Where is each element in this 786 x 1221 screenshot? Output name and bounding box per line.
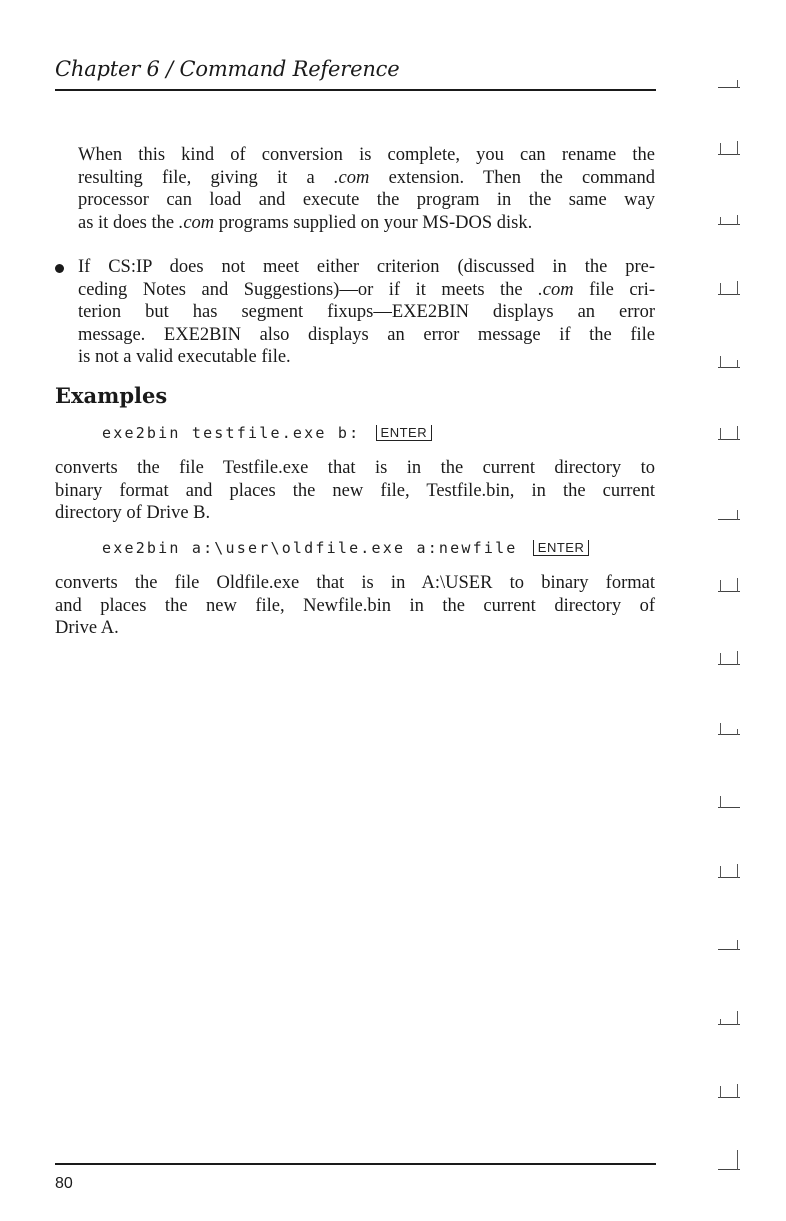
example1-line: binary format and places the new file, Testfile.bin, in the current: [55, 480, 655, 501]
bullet-line: If CS:IP does not meet either criterion (discussed in the pre-: [78, 257, 655, 277]
example2-line: converts the file Oldfile.exe that is in A:\USER to binary format: [55, 573, 655, 593]
page-number: 80: [55, 1175, 73, 1192]
binding-mark: [718, 645, 740, 665]
example1-description: [55, 457, 655, 525]
example2-command-line: [102, 539, 589, 557]
chapter-header: Chapter 6 / Command Reference: [55, 57, 400, 81]
example1-line: converts the file Testfile.exe that is in the current directory to: [55, 458, 655, 478]
bullet-line: is not a valid executable file.: [78, 347, 291, 367]
binding-mark: [718, 500, 740, 520]
example2-line: and places the new file, Newfile.bin in the current directory of: [55, 595, 655, 616]
footer-rule: [55, 1163, 656, 1165]
example2-line: Drive A.: [55, 618, 119, 638]
binding-mark: [718, 420, 740, 440]
example2-description: [55, 572, 655, 640]
example2-command: exe2bin a:\user\oldfile.exe a:newfile: [102, 539, 518, 557]
bullet-paragraph: [78, 256, 655, 369]
binding-mark: [718, 572, 740, 592]
bullet-line: ceding Notes and Suggestions)—or if it meets the .com file cri-: [78, 279, 655, 300]
binding-mark: [718, 1005, 740, 1025]
example1-command-line: [102, 424, 432, 442]
intro-line: as it does the .com programs supplied on your MS-DOS disk.: [78, 212, 533, 233]
binding-mark: [718, 930, 740, 950]
intro-line: When this kind of conversion is complete, you can rename the: [78, 145, 655, 165]
examples-heading: Examples: [55, 383, 168, 408]
example1-command: exe2bin testfile.exe b:: [102, 424, 361, 442]
bullet-line: message. EXE2BIN also displays an error message if the file: [78, 324, 655, 345]
binding-mark: [718, 275, 740, 295]
binding-mark: [718, 715, 740, 735]
binding-mark: [718, 1078, 740, 1098]
binding-mark: [718, 68, 740, 88]
binding-mark: [718, 858, 740, 878]
bullet-icon: [55, 264, 64, 273]
binding-mark: [718, 135, 740, 155]
intro-paragraph: [78, 144, 655, 234]
binding-mark: [718, 205, 740, 225]
binding-mark: [718, 1150, 740, 1170]
example1-line: directory of Drive B.: [55, 503, 211, 523]
bullet-line: terion but has segment fixups—EXE2BIN displays an error: [78, 302, 655, 322]
binding-mark: [718, 348, 740, 368]
header-rule: [55, 89, 656, 91]
binding-hole-marks: [718, 0, 768, 1221]
intro-line: processor can load and execute the program in the same way: [78, 190, 655, 210]
enter-key-icon: ENTER: [533, 540, 590, 556]
intro-line: resulting file, giving it a .com extension. Then the command: [78, 167, 655, 188]
enter-key-icon: ENTER: [376, 425, 433, 441]
binding-mark: [718, 788, 740, 808]
